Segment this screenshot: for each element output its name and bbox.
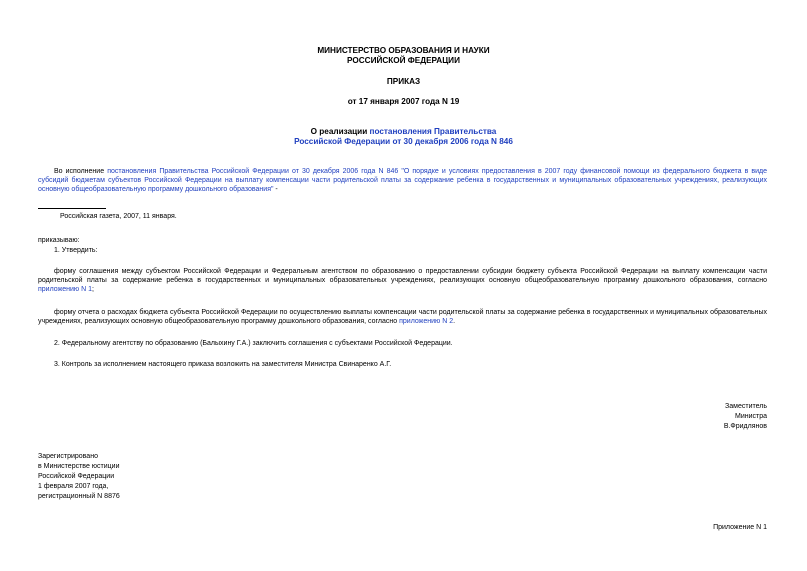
item-1: 1. Утвердить: bbox=[54, 247, 98, 254]
intro-resolution-link[interactable]: постановления Правительства Российской Федерации от 30 декабря 2006 года N 846 "О порядке и условиях предоставления в 2007 году финансовой помощи из федерального бюджета в виде субсидий бюджетам субъектов Российской Федерации на выплату компенсации части родительской платы за содержание ребенка в государственных и муниципальных образовательных учреждениях, реализующих основную общеобразовательную программу дошкольного образования" bbox=[38, 168, 767, 193]
item-1b-text: форму отчета о расходах бюджета субъекта Российской Федерации по осуществлению выплаты компенсации части родительской платы за содержание ребенка в государственных и муниципальных образовательных учреждениях, реализующих основную общеобразовательную программу дошкольного образования, согласно bbox=[38, 309, 767, 325]
appendix-1-link[interactable]: приложению N 1 bbox=[38, 286, 93, 293]
item-1b-end: . bbox=[453, 318, 456, 325]
item-1a-text: форму соглашения между субъектом Российской Федерации и Федеральным агентством по образованию о предоставлении субсидии бюджету субъекта Российской Федерации на выплату компенсации части родительской платы за содержание ребенка в государственных и муниципальных образовательных учреждениях, реализующих основную общеобразовательную программу дошкольного образования, согласно bbox=[38, 268, 767, 284]
appendix-heading: Приложение N 1 bbox=[713, 524, 767, 531]
document-type: ПРИКАЗ bbox=[386, 77, 421, 86]
registration-line5: регистрационный N 8876 bbox=[38, 493, 120, 500]
item-1b-paragraph bbox=[38, 308, 767, 326]
registration-line3: Российской Федерации bbox=[38, 473, 115, 480]
ministry-name-line1: МИНИСТЕРСТВО ОБРАЗОВАНИЯ И НАУКИ bbox=[317, 46, 490, 55]
signature-name: В.Фридлянов bbox=[723, 423, 767, 430]
footnote-separator bbox=[38, 208, 106, 209]
registration-line1: Зарегистрировано bbox=[38, 453, 98, 460]
intro-prefix: Во исполнение bbox=[54, 168, 108, 175]
order-word: приказываю: bbox=[38, 237, 80, 244]
signature-title-line1: Заместитель bbox=[725, 403, 767, 410]
ministry-name-line2: РОССИЙСКОЙ ФЕДЕРАЦИИ bbox=[347, 56, 460, 65]
registration-line2: в Министерстве юстиции bbox=[38, 463, 120, 470]
registration-line4: 1 февраля 2007 года, bbox=[38, 483, 109, 490]
document-title-line2 bbox=[0, 137, 807, 147]
signature-title-line2: Министра bbox=[734, 413, 767, 420]
appendix-2-link[interactable]: приложению N 2 bbox=[399, 318, 454, 325]
intro-paragraph bbox=[38, 167, 767, 194]
title-prefix: О реализации bbox=[310, 127, 370, 136]
item-2: 2. Федеральному агентству по образованию (Балыхину Г.А.) заключить соглашения с субъектами Российской Федерации. bbox=[54, 340, 453, 347]
document-date: от 17 января 2007 года N 19 bbox=[347, 97, 460, 106]
title-resolution-link-cont[interactable]: Российской Федерации от 30 декабря 2006 года N 846 bbox=[294, 137, 513, 146]
item-3: 3. Контроль за исполнением настоящего приказа возложить на заместителя Министра Свинаренко А.Г. bbox=[54, 361, 392, 368]
document-title-line1 bbox=[0, 127, 807, 137]
footnote-text: Российская газета, 2007, 11 января. bbox=[60, 213, 177, 220]
item-1a-paragraph bbox=[38, 267, 767, 294]
title-resolution-link[interactable]: постановления Правительства bbox=[369, 127, 497, 136]
intro-suffix: - bbox=[273, 186, 278, 193]
item-1a-end: ; bbox=[92, 286, 94, 293]
